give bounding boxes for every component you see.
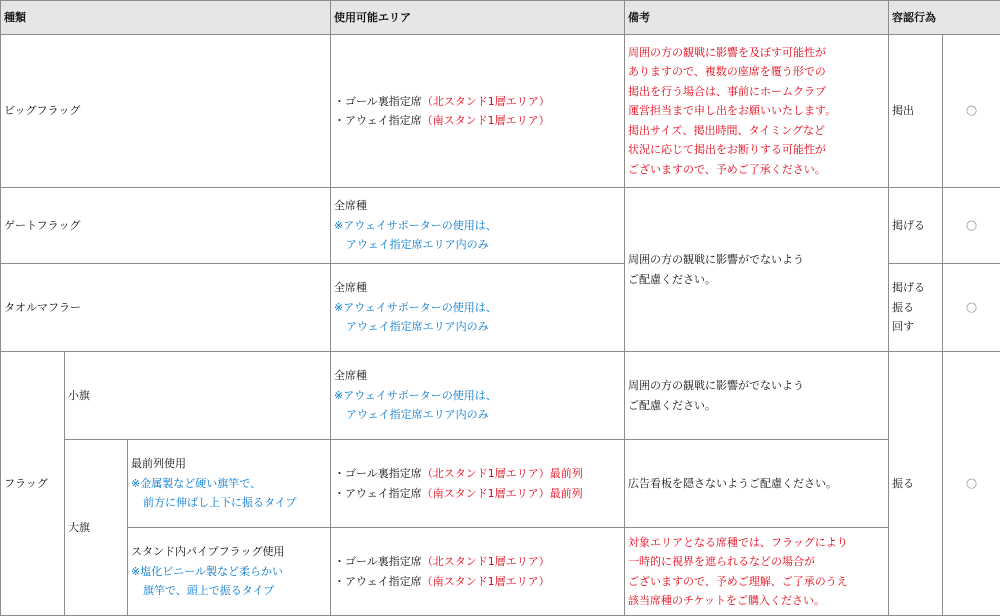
area-gate-flag: 全席種 ※アウェイサポーターの使用は、 アウェイ指定席エリア内のみ — [331, 188, 625, 264]
notes-gate-towel: 周囲の方の観戦に影響がでないよう ご配慮ください。 — [625, 188, 889, 352]
type-towel-muffler: タオルマフラー — [1, 264, 331, 352]
notes-large-flag-pipe: 対象エリアとなる席種では、フラッグにより 一時的に視界を遮られるなどの場合が ございますので、予めご理解、ご了承のうえ 該当席種のチケットをご購入ください。 — [625, 528, 889, 616]
type-flag: フラッグ — [1, 352, 65, 616]
type-small-flag: 小旗 — [65, 352, 331, 440]
type-gate-flag: ゲートフラッグ — [1, 188, 331, 264]
row-gate-flag — [1, 188, 1000, 264]
header-notes: 備考 — [625, 1, 889, 35]
desc-large-flag-front: 最前列使用 ※金属製など硬い旗竿で、 前方に伸ばし上下に振るタイプ — [128, 440, 331, 528]
row-large-flag-pipe — [1, 528, 1000, 616]
area-large-flag-front: ・ゴール裏指定席（北スタンド1層エリア）最前列 ・アウェイ指定席（南スタンド1層エリア）最前列 — [331, 440, 625, 528]
row-large-flag-front — [1, 440, 1000, 528]
act-towel-muffler: 掲げる 振る 回す — [889, 264, 943, 352]
area-towel-muffler: 全席種 ※アウェイサポーターの使用は、 アウェイ指定席エリア内のみ — [331, 264, 625, 352]
row-small-flag — [1, 352, 1000, 440]
act-flag: 振る — [889, 352, 943, 616]
desc-large-flag-pipe: スタンド内パイプフラッグ使用 ※塩化ビニール製など柔らかい 旗竿で、頭上で振るタイプ — [128, 528, 331, 616]
header-row — [1, 1, 1000, 35]
row-big-flag — [1, 35, 1000, 188]
act-gate-flag: 掲げる — [889, 188, 943, 264]
area-large-flag-pipe: ・ゴール裏指定席（北スタンド1層エリア） ・アウェイ指定席（南スタンド1層エリア） — [331, 528, 625, 616]
allowed-mark: ○ — [943, 352, 1000, 616]
act-big-flag: 掲出 — [889, 35, 943, 188]
type-big-flag: ビッグフラッグ — [1, 35, 331, 188]
allowed-mark: ○ — [943, 188, 1000, 264]
notes-big-flag: 周囲の方の観戦に影響を及ぼす可能性が ありますので、複数の座席を覆う形での 掲出を行う場合は、事前にホームクラブ 運営担当まで申し出をお願いいたします。 掲出サイズ、掲出時間、タイミングなど 状況に応じて掲出をお断りする可能性が ございますので、予めご了承ください。 — [625, 35, 889, 188]
area-big-flag: ・ゴール裏指定席（北スタンド1層エリア） ・アウェイ指定席（南スタンド1層エリア） — [331, 35, 625, 188]
header-area: 使用可能エリア — [331, 1, 625, 35]
header-act: 容認行為 — [889, 1, 1000, 35]
allowed-mark: ○ — [943, 264, 1000, 352]
notes-small-flag: 周囲の方の観戦に影響がでないよう ご配慮ください。 — [625, 352, 889, 440]
area-small-flag: 全席種 ※アウェイサポーターの使用は、 アウェイ指定席エリア内のみ — [331, 352, 625, 440]
notes-large-flag-front: 広告看板を隠さないようご配慮ください。 — [625, 440, 889, 528]
type-large-flag: 大旗 — [65, 440, 128, 616]
header-type: 種類 — [1, 1, 331, 35]
allowed-mark: ○ — [943, 35, 1000, 188]
